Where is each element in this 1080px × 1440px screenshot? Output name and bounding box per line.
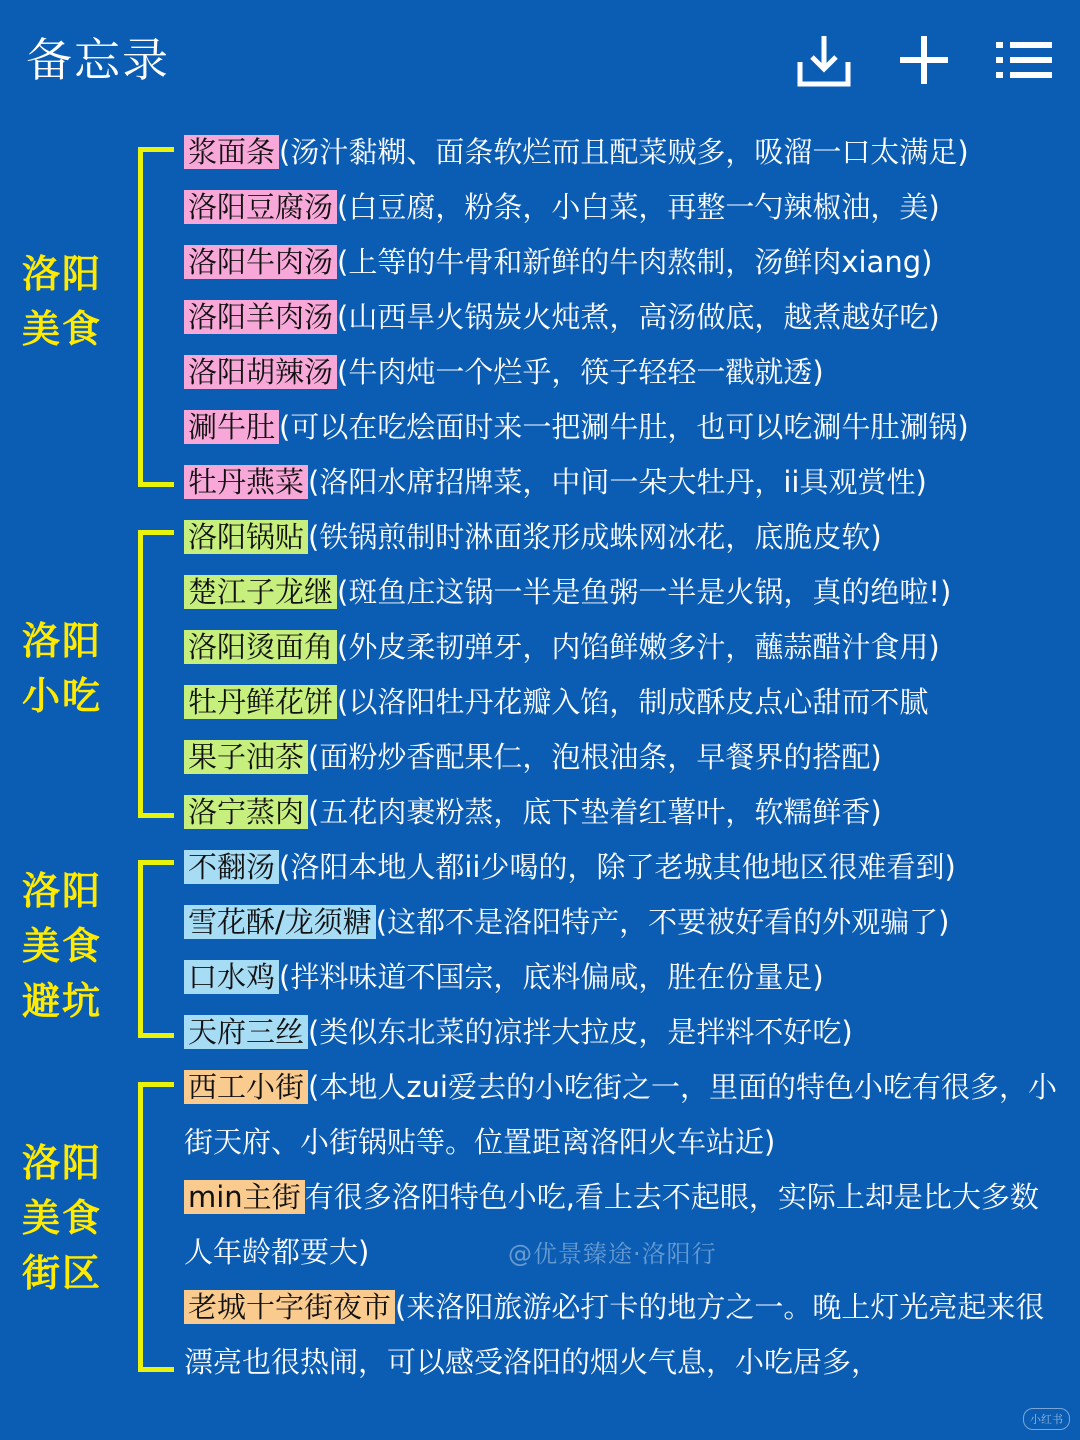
item-desc: (洛阳本地人都ii少喝的，除了老城其他地区很难看到) [279,850,956,884]
item-name: 牡丹鲜花饼 [184,685,337,719]
list-item [184,1060,1062,1170]
list-item [184,785,1062,840]
item-desc: (拌料味道不国宗，底料偏咸，胜在份量足) [279,960,824,994]
list-item [184,950,1062,1005]
item-desc: (山西旱火锅炭火炖煮，高汤做底，越煮越好吃) [337,300,940,334]
item-name: 果子油茶 [184,740,308,774]
section-entries [184,125,1062,510]
item-name: 浆面条 [184,135,279,169]
item-desc: (铁锅煎制时淋面浆形成蛛网冰花，底脆皮软) [308,520,882,554]
item-desc: (汤汁黏糊、面条软烂而且配菜贼多，吸溜一口太满足) [279,135,969,169]
section-label: 洛阳 美食 街区 [22,1141,103,1295]
item-desc: (面粉炒香配果仁，泡根油条，早餐界的搭配) [308,740,882,774]
list-item [184,510,1062,565]
item-desc: (这都不是洛阳特产，不要被好看的外观骗了) [375,905,950,939]
list-item [184,235,1062,290]
list-item [184,565,1062,620]
item-name: 西工小街 [184,1070,308,1104]
list-item [184,730,1062,785]
item-desc: (外皮柔韧弹牙，内馅鲜嫩多汁，蘸蒜醋汁食用) [337,630,940,664]
section-entries [184,510,1062,840]
list-menu-icon [996,40,1052,80]
item-name: 口水鸡 [184,960,279,994]
item-name: 雪花酥/龙须糖 [184,905,376,939]
list-item [184,895,1062,950]
download-button[interactable] [792,28,856,92]
item-desc: (洛阳水席招牌菜，中间一朵大牡丹，ii具观赏性) [308,465,927,499]
section-bracket [138,1082,174,1372]
list-item [184,1280,1062,1390]
section-entries [184,1060,1062,1390]
item-name: 洛阳胡辣汤 [184,355,337,389]
item-desc: (来洛阳旅游必打卡的地方之一。晚上灯光亮起来很漂亮也很热闹，可以感受洛阳的烟火气息，小吃居多， [184,1290,1045,1379]
section-food [0,125,1080,510]
item-name: 洛阳烫面角 [184,630,337,664]
section-avoid [0,840,1080,1060]
section-bracket [138,530,174,818]
item-name: min主街 [184,1180,305,1214]
list-item [184,125,1062,180]
section-label: 洛阳 小吃 [22,619,103,718]
section-bracket [138,860,174,1038]
toolbar [792,28,1056,92]
item-desc: (本地人zui爱去的小吃街之一，里面的特色小吃有很多，小街天府、小街锅贴等。位置距离洛阳火车站近) [184,1070,1057,1159]
item-desc: (五花肉裹粉蒸，底下垫着红薯叶，软糯鲜香) [308,795,882,829]
item-name: 洛阳锅贴 [184,520,308,554]
item-desc: (以洛阳牡丹花瓣入馅，制成酥皮点心甜而不腻 [337,685,929,719]
item-name: 天府三丝 [184,1015,308,1049]
item-desc: (白豆腐，粉条，小白菜，再整一勺辣椒油，美) [337,190,940,224]
item-name: 不翻汤 [184,850,279,884]
item-name: 楚江子龙继 [184,575,337,609]
item-desc: 有很多洛阳特色小吃,看上去不起眼，实际上却是比大多数人年龄都要大) [184,1180,1039,1269]
list-item [184,620,1062,675]
item-desc: (可以在吃烩面时来一把涮牛肚，也可以吃涮牛肚涮锅) [279,410,969,444]
list-item [184,290,1062,345]
item-name: 洛阳豆腐汤 [184,190,337,224]
item-name: 洛阳牛肉汤 [184,245,337,279]
corner-logo: 小红书 [1023,1408,1070,1430]
item-name: 老城十字街夜市 [184,1290,395,1324]
list-item [184,675,1062,730]
item-name: 洛宁蒸肉 [184,795,308,829]
section-label: 洛阳 美食 避坑 [22,869,103,1023]
section-entries [184,840,1062,1060]
plus-icon [898,34,950,86]
item-desc: (上等的牛骨和新鲜的牛肉熬制，汤鲜肉xiang) [337,245,933,279]
section-label: 洛阳 美食 [22,252,103,351]
section-snacks [0,510,1080,840]
section-streets [0,1060,1080,1400]
item-desc: (斑鱼庄这锅一半是鱼粥一半是火锅，真的绝啦!) [337,575,952,609]
watermark: @优景臻途·洛阳行 [508,1240,717,1268]
item-desc: (牛肉炖一个烂乎，筷子轻轻一戳就透) [337,355,824,389]
list-item [184,345,1062,400]
list-item [184,180,1062,235]
list-item [184,840,1062,895]
list-item [184,1005,1062,1060]
item-name: 涮牛肚 [184,410,279,444]
item-desc: (类似东北菜的凉拌大拉皮，是拌料不好吃) [308,1015,853,1049]
list-item [184,455,1062,510]
download-icon [796,32,852,88]
item-name: 洛阳羊肉汤 [184,300,337,334]
menu-button[interactable] [992,28,1056,92]
add-button[interactable] [892,28,956,92]
app-title: 备忘录 [26,33,170,87]
list-item [184,400,1062,455]
section-bracket [138,147,174,487]
item-name: 牡丹燕菜 [184,465,308,499]
